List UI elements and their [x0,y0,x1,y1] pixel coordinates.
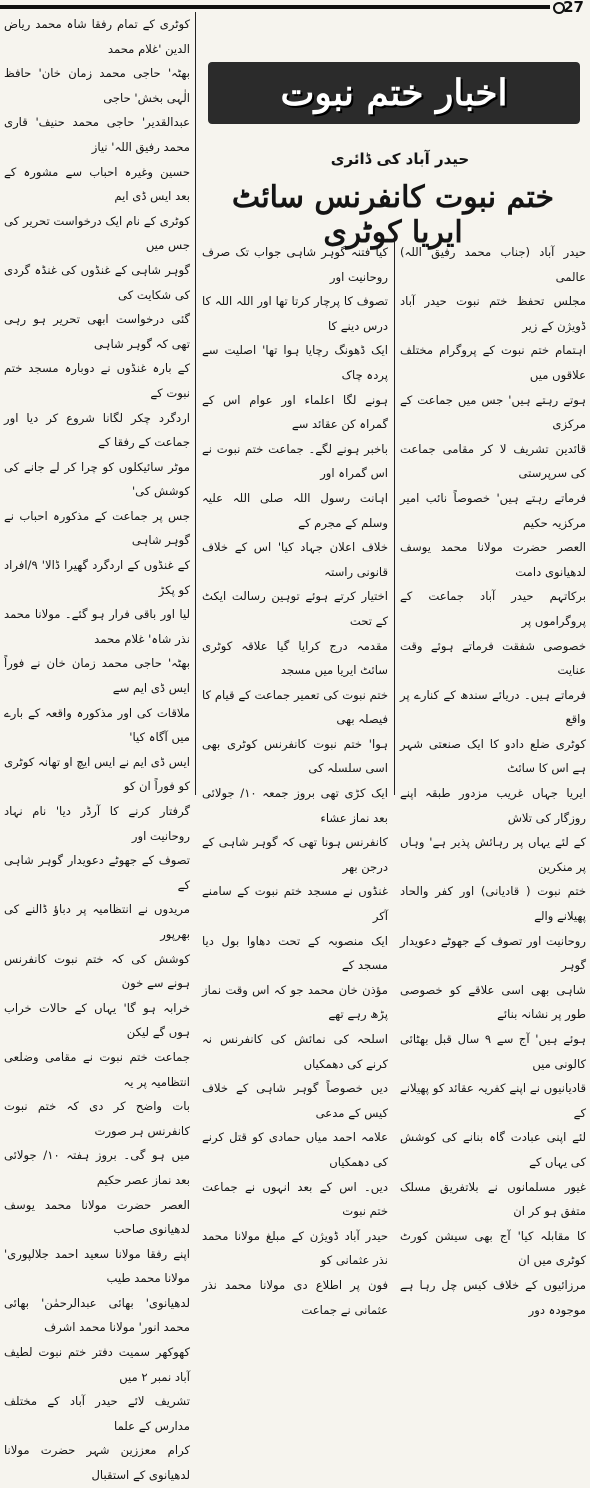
section-subheading: حیدر آباد کی ڈائری [330,150,470,168]
text-line: اختیار کرتے ہوئے توہین رسالت ایکٹ کے تحت [202,589,388,628]
text-line: غنڈوں نے مسجد ختم نبوت کے سامنے آکر [202,884,388,924]
text-line: غیور مسلمانوں نے بلاتفریق مسلک متفق ہو کر ان [400,1179,586,1219]
page-number: 27 [563,0,584,16]
text-line: حسین وغیرہ احباب سے مشورہ کے بعد ایس ڈی ایم [4,164,190,204]
text-line: کوشش کی کہ ختم نبوت کانفرنس ہونے سے خون [4,951,190,991]
text-line: کوٹری کے تمام رفقا شاہ محمد ریاض الدین 'غلام محمد [4,17,190,56]
text-line: لیا اور باقی فرار ہو گئے۔ مولانا محمد نذر شاہ' غلام محمد [4,607,190,646]
text-line: اردگرد چکر لگانا شروع کر دیا اور جماعت کے رفقا کے [4,410,190,450]
text-line: مرزائیوں کے خلاف کیس چل رہا ہے موجودہ دور [400,1277,586,1317]
text-line: دیں۔ اس کے بعد انہوں نے جماعت ختم نبوت [202,1179,388,1219]
text-line: ہوتے رہتے ہیں' جس میں جماعت کے مرکزی [400,392,586,432]
text-column-left [4,12,190,1488]
text-line: بھٹہ' حاجی محمد زمان خان' حافظ الٰہی بخش' حاجی [4,66,190,105]
text-line: ختم نبوت ( قادیانی) اور کفر والحاد پھیلانے والے [400,884,586,924]
text-line: کے بارہ غنڈوں نے دوبارہ مسجد ختم نبوت کے [4,361,190,400]
text-line: مجلس تحفظ ختم نبوت حیدر آباد ڈویژن کے زیر [400,294,586,333]
text-line: میں ہو گی۔ بروز ہفتہ ۱۰/ جولائی بعد نماز عصر حکیم [4,1148,190,1187]
text-line: کے غنڈوں کے اردگرد گھیرا ڈالا' ۹/افراد کو پکڑ [4,558,190,597]
text-line: لدھیانوی' بھائی عبدالرحمٰن' بھائی محمد انور' مولانا محمد اشرف [4,1295,190,1335]
column-divider [195,12,196,795]
header-rule [0,5,550,9]
text-line: مریدوں نے انتظامیہ پر دباؤ ڈالنے کی بھرپور [4,902,190,941]
text-line: فرماتے رہتے ہیں' خصوصاً نائب امیر مرکزیہ حکیم [400,490,586,530]
text-line: لئے اپنی عبادت گاہ بنانے کی کوشش کی یہاں کے [400,1130,586,1169]
text-line: ہوئے ہیں' آج سے ۹ سال قبل بھٹائی کالونی میں [400,1032,587,1071]
text-line: مقدمہ درج کرایا گیا علاقہ کوٹری سائٹ ایریا میں مسجد [202,638,388,678]
text-line: کیا فتنہ گوہر شاہی جواب تک صرف روحانیت اور [202,245,388,284]
text-line: اسلحہ کی نمائش کی کانفرنس نہ کرنے کی دھمکیاں [202,1032,388,1071]
section-banner [208,62,580,124]
text-line: ہونے لگا اعلماء اور عوام اس کے گمراہ کن عقائد سے [202,392,388,432]
text-line: تشریف لائے حیدر آباد کے مختلف مدارس کے علما [4,1394,190,1433]
text-line: موٹر سائیکلوں کو چرا کر لے جانے کی کوشش کی' [4,459,190,499]
text-line: جس پر جماعت کے مذکورہ احباب نے گوہر شاہی [4,508,190,548]
text-line: ایس ڈی ایم نے ایس ایچ او تھانہ کوٹری کو فوراً ان کو [4,754,190,794]
text-line: بھٹہ' حاجی محمد زمان خان نے فوراً ایس ڈی ایم سے [4,656,190,696]
text-line: جماعت ختم نبوت نے مقامی وضلعی انتظامیہ پر یہ [4,1049,190,1089]
text-line: ایک منصوبہ کے تحت دھاوا بول دیا مسجد کے [202,933,388,973]
text-line: کرام معززین شہر حضرت مولانا لدھیانوی کے استقبال [4,1443,190,1483]
text-line: خرابہ ہو گا' یہاں کے حالات خراب ہوں گے لیکن [4,1000,190,1040]
text-line: گئی درخواست ابھی تحریر ہو رہی تھی کہ گوہر شاہی [4,312,190,351]
text-line: برکاتہم حیدر آباد جماعت کے پروگراموں پر [400,589,586,628]
banner-title: اخبار ختم نبوت [280,72,508,114]
text-line: قادیانیوں نے اپنے کفریہ عقائد کو پھیلانے کے [400,1081,586,1120]
text-column-right [400,240,586,1322]
text-line: باخبر ہونے لگے۔ جماعت ختم نبوت نے اس گمراہ اور [202,441,388,481]
text-line: ایریا جہاں غریب مزدور طبقہ اپنے روزگار کی تلاش [400,786,586,825]
text-line: ہوا' ختم نبوت کانفرنس کوٹری بھی اسی سلسلہ کی [202,736,388,776]
text-line: العصر حضرت مولانا محمد یوسف لدھیانوی صاحب [4,1197,190,1237]
text-line: کوٹری ضلع دادو کا ایک صنعتی شہر ہے اس کا سائٹ [400,736,586,776]
text-line: بات واضح کر دی کہ ختم نبوت کانفرنس ہر صورت [4,1099,190,1138]
text-line: شاہی بھی اسی علاقے کو خصوصی طور پر نشانہ بنائے [400,982,586,1022]
text-line: کانفرنس ہونا تھی کہ گوہر شاہی کے درجن بھر [202,835,388,874]
text-column-middle [202,240,388,1322]
column-divider [394,240,395,795]
text-line: روحانیت اور تصوف کے جھوٹے دعویدار گوہر [400,933,586,973]
text-line: کوٹری کے نام ایک درخواست تحریر کی جس میں [4,213,190,253]
text-line: قائدین تشریف لا کر مقامی جماعت کی سرپرستی [400,441,586,481]
text-line: حیدر آباد ڈویژن کے مبلغ مولانا محمد نذر عثمانی کو [202,1228,388,1268]
text-line: کے لئے یہاں پر رہائش پذیر ہے' وہاں پر منکرین [400,835,586,874]
text-line: مؤذن خان محمد جو کہ اس وقت نماز پڑھ رہے تھے [202,982,388,1022]
text-line: خصوصی شفقت فرماتے ہوئے وقت عنایت [400,638,586,678]
text-line: گوہر شاہی کے غنڈوں کی غنڈہ گردی کی شکایت کی [4,262,190,302]
article-headline: ختم نبوت کانفرنس سائٹ ایریا کوٹری [231,180,555,250]
text-line: کھوکھر سمیت دفتر ختم نبوت لطیف آباد نمبر ۲ میں [4,1345,190,1384]
text-line: ختم نبوت کی تعمیر جماعت کے قیام کا فیصلہ بھی [202,687,388,727]
text-line: تصوف کے جھوٹے دعویدار گوہر شاہی کے [4,853,190,892]
text-line: اپنے رفقا مولانا سعید احمد جلالپوری' مولانا محمد طیب [4,1246,190,1286]
text-line: العصر حضرت مولانا محمد یوسف لدھیانوی دامت [400,540,586,579]
text-line: اہتمام ختم نبوت کے پروگرام مختلف علاقوں میں [400,343,586,382]
text-line: فون پر اطلاع دی مولانا محمد نذر عثمانی نے جماعت [202,1277,388,1317]
text-line: عبدالقدیر' حاجی محمد حنیف' قاری محمد رفیق اللہ' نیاز [4,115,190,154]
text-line: ایک کڑی تھی بروز جمعہ ۱۰/ جولائی بعد نماز عشاء [202,786,388,825]
text-line: گرفتار کرنے کا آرڈر دیا' نام نہاد روحانیت اور [4,804,190,843]
text-line: دیں خصوصاً گوہر شاہی کے خلاف کیس کے مدعی [202,1081,388,1120]
text-line: ملاقات کی اور مذکورہ واقعہ کے بارے میں آگاہ کیا' [4,705,190,745]
text-line: ایک ڈھونگ رچایا ہوا تھا' اصلیت سے پردہ چاک [202,343,388,382]
text-line: کا مقابلہ کیا' آج بھی سیشن کورٹ کوٹری میں ان [400,1228,586,1268]
text-line: خلاف اعلان جہاد کیا' اس کے خلاف قانونی راستہ [202,540,388,579]
text-line: علامہ احمد میاں حمادی کو قتل کرنے کی دھمکیاں [202,1130,388,1169]
text-line: حیدر آباد (جناب محمد رفیق اللہ) عالمی [400,245,586,284]
text-line: فرماتے ہیں۔ دریائے سندھ کے کنارے پر واقع [400,687,586,727]
text-line: اہانت رسول اللہ صلی اللہ علیہ وسلم کے مجرم کے [202,490,388,530]
text-line: تصوف کا پرچار کرتا تھا اور اللہ اللہ کا درس دینے کا [202,294,388,333]
